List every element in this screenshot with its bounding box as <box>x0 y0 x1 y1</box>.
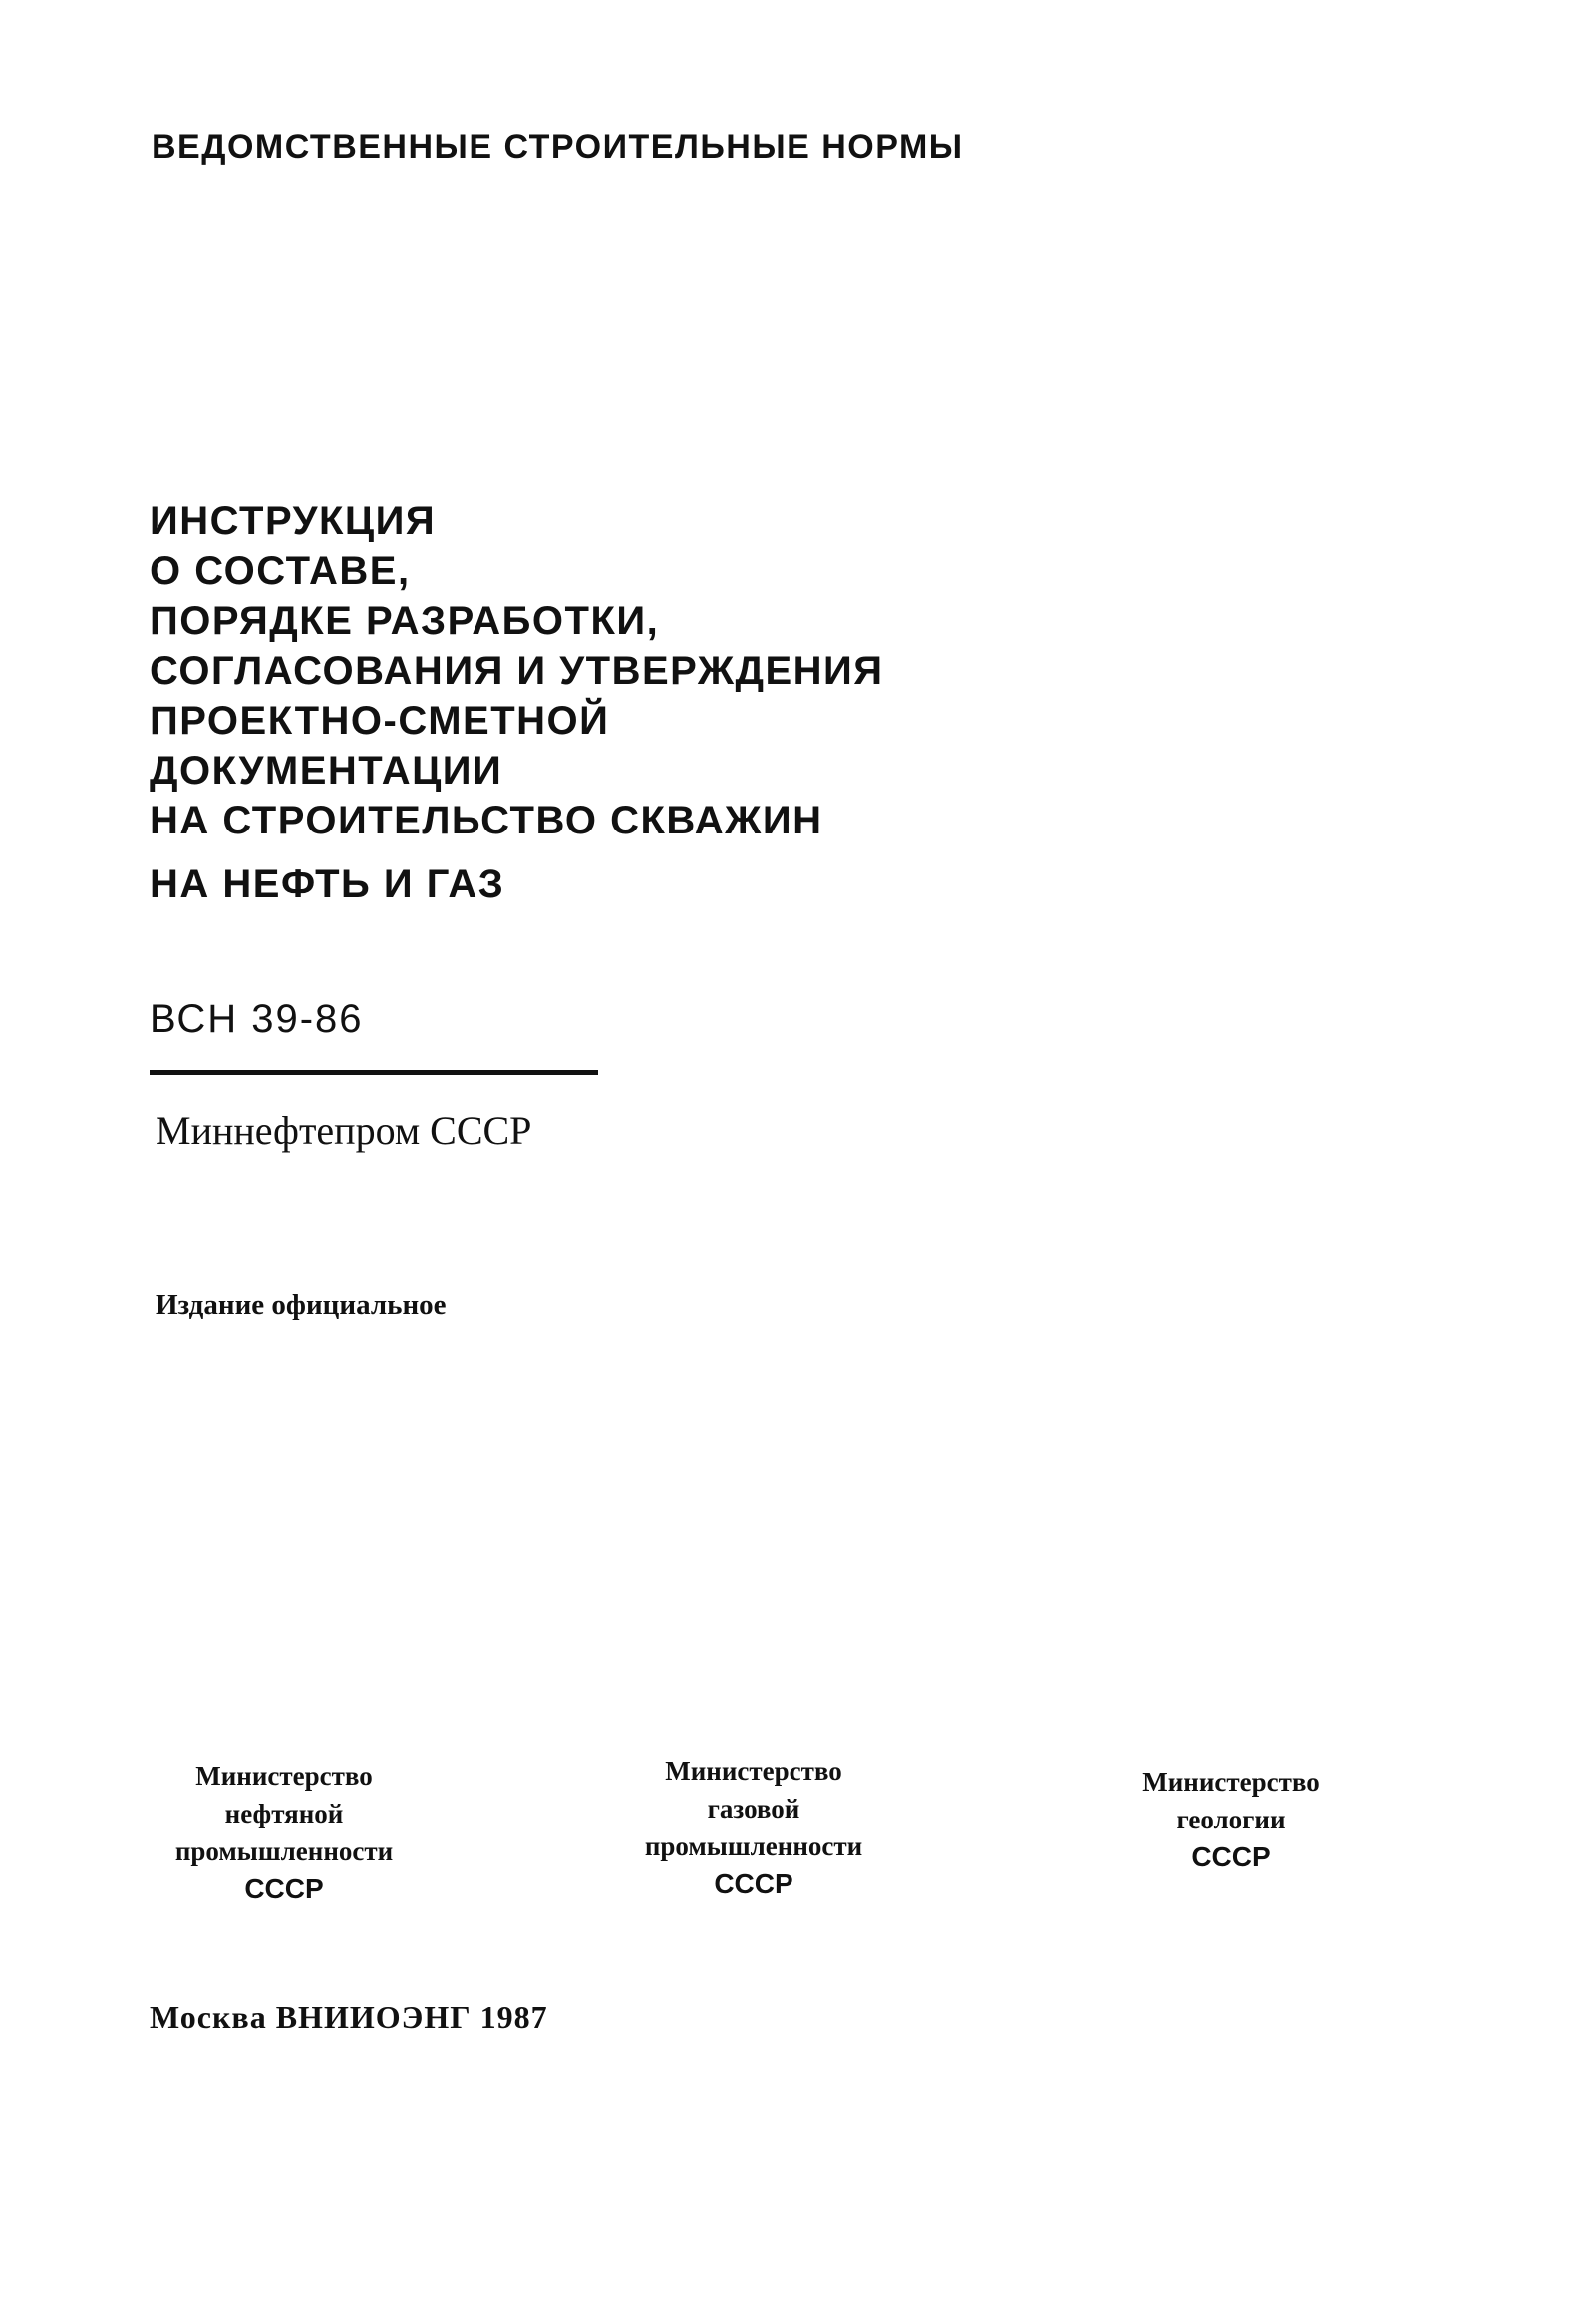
title-line: СОГЛАСОВАНИЯ И УТВЕРЖДЕНИЯ <box>150 649 884 693</box>
org-line: СССР <box>1191 1841 1271 1872</box>
document-code: ВСН 39-86 <box>150 997 364 1041</box>
org-line: газовой <box>707 1794 800 1824</box>
org-line: нефтяной <box>224 1799 344 1828</box>
document-title <box>150 497 884 909</box>
title-line: О СОСТАВЕ, <box>150 549 411 593</box>
title-line: НА НЕФТЬ И ГАЗ <box>150 862 505 906</box>
organization-gas-industry <box>594 1752 913 1903</box>
org-line: промышленности <box>174 1836 394 1866</box>
organization-oil-industry <box>125 1757 444 1908</box>
title-line: ДОКУМЕНТАЦИИ <box>150 749 503 793</box>
code-underline <box>150 1070 598 1075</box>
org-line: промышленности <box>644 1831 863 1861</box>
title-line: ПОРЯДКЕ РАЗРАБОТКИ, <box>150 599 660 643</box>
org-line: СССР <box>244 1873 324 1904</box>
org-line: геологии <box>1176 1805 1286 1834</box>
org-line: Министерство <box>665 1756 842 1786</box>
series-heading: ВЕДОМСТВЕННЫЕ СТРОИТЕЛЬНЫЕ НОРМЫ <box>152 128 964 166</box>
issuing-ministry: Миннефтепром СССР <box>156 1108 532 1153</box>
title-line: ИНСТРУКЦИЯ <box>150 499 437 543</box>
organization-geology <box>1072 1763 1391 1876</box>
edition-label: Издание официальное <box>156 1289 447 1321</box>
org-line: Министерство <box>1142 1767 1320 1797</box>
title-line: НА СТРОИТЕЛЬСТВО СКВАЖИН <box>150 799 823 842</box>
org-line: СССР <box>714 1868 793 1899</box>
title-line: ПРОЕКТНО-СМЕТНОЙ <box>150 699 610 743</box>
publisher-imprint: Москва ВНИИОЭНГ 1987 <box>150 1999 548 2035</box>
org-line: Министерство <box>195 1761 373 1791</box>
